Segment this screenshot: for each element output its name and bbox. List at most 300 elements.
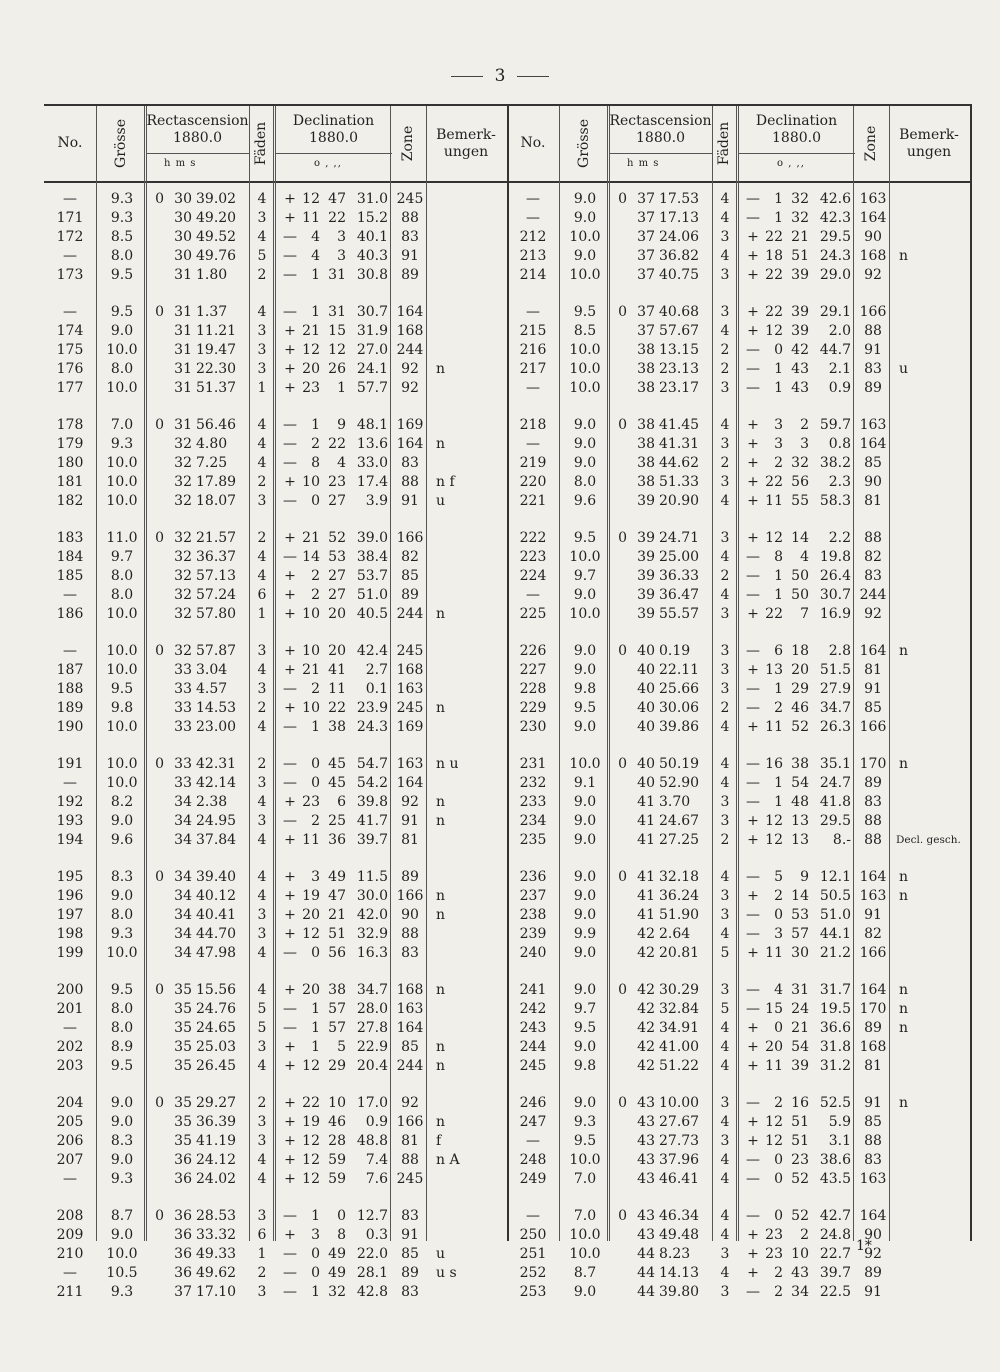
cell-decl-seconds: 30.7 <box>819 587 851 603</box>
cell-decl-degrees: 1 <box>311 1208 320 1224</box>
cell-decl-degrees: 1 <box>774 210 783 226</box>
cell-ra-minutes: 42 <box>637 1058 655 1074</box>
cell-decl-sign: — <box>283 681 297 697</box>
cell-ra-minutes: 37 <box>637 191 655 207</box>
table-row <box>44 699 507 718</box>
cell-no: 242 <box>519 1001 547 1017</box>
cell-bemerkungen: n f <box>436 474 455 490</box>
cell-ra-minutes: 42 <box>637 982 655 998</box>
table-row <box>507 1264 970 1283</box>
cell-groesse: 9.3 <box>110 210 134 226</box>
cell-decl-seconds: 17.4 <box>356 474 388 490</box>
cell-decl-degrees: 11 <box>765 945 783 961</box>
cell-no: — <box>63 775 77 791</box>
cell-decl-minutes: 14 <box>791 530 809 546</box>
cell-decl-seconds: 51.5 <box>819 662 851 678</box>
cell-ra-minutes: 43 <box>637 1152 655 1168</box>
cell-faeden: 4 <box>257 549 267 565</box>
cell-decl-sign: + <box>284 474 296 490</box>
cell-faeden: 4 <box>720 719 730 735</box>
cell-groesse: 8.7 <box>110 1208 134 1224</box>
cell-ra-minutes: 39 <box>637 587 655 603</box>
cell-groesse: 9.3 <box>110 436 134 452</box>
cell-zone: 90 <box>864 474 882 490</box>
cell-decl-seconds: 29.1 <box>819 304 851 320</box>
cell-ra-minutes: 39 <box>637 549 655 565</box>
cell-decl-sign: + <box>284 1133 296 1149</box>
cell-decl-minutes: 56 <box>328 945 346 961</box>
cell-decl-degrees: 0 <box>774 1171 783 1187</box>
cell-decl-seconds: 29.5 <box>819 813 851 829</box>
cell-groesse: 10.0 <box>569 756 601 772</box>
table-row <box>44 435 507 454</box>
cell-zone: 83 <box>864 794 882 810</box>
cell-ra-seconds: 56.46 <box>196 417 237 433</box>
cell-decl-degrees: 23 <box>765 1246 783 1262</box>
table-row <box>507 906 970 925</box>
table-row <box>44 605 507 624</box>
cell-ra-minutes: 40 <box>637 662 655 678</box>
table-row <box>507 247 970 266</box>
cell-decl-sign: + <box>284 869 296 885</box>
table-row <box>507 435 970 454</box>
cell-ra-minutes: 35 <box>174 1095 192 1111</box>
cell-decl-degrees: 12 <box>765 1133 783 1149</box>
table-row <box>44 642 507 661</box>
cell-faeden: 3 <box>720 662 730 678</box>
cell-decl-seconds: 40.5 <box>356 606 388 622</box>
cell-ra-seconds: 23.13 <box>659 361 700 377</box>
cell-decl-minutes: 39 <box>791 323 809 339</box>
cell-ra-minutes: 40 <box>637 756 655 772</box>
cell-decl-seconds: 44.7 <box>819 342 851 358</box>
cell-decl-degrees: 2 <box>311 681 320 697</box>
table-row <box>44 492 507 511</box>
cell-decl-seconds: 26.3 <box>819 719 851 735</box>
cell-no: 211 <box>56 1284 84 1300</box>
cell-ra-seconds: 39.80 <box>659 1284 700 1300</box>
header-faeden: Fäden <box>253 121 270 166</box>
cell-ra-seconds: 14.53 <box>196 700 237 716</box>
cell-groesse: 10.0 <box>569 361 601 377</box>
cell-faeden: 4 <box>257 436 267 452</box>
cell-decl-minutes: 57 <box>328 1001 346 1017</box>
cell-groesse: 8.5 <box>110 229 134 245</box>
cell-ra-minutes: 36 <box>174 1208 192 1224</box>
cell-faeden: 3 <box>720 380 730 396</box>
cell-no: — <box>63 304 77 320</box>
cell-groesse: 10.0 <box>569 1227 601 1243</box>
cell-groesse: 8.9 <box>110 1039 134 1055</box>
cell-decl-sign: — <box>746 700 760 716</box>
cell-decl-minutes: 20 <box>328 643 346 659</box>
cell-zone: 245 <box>396 1171 424 1187</box>
cell-no: — <box>526 587 540 603</box>
cell-zone: 82 <box>864 549 882 565</box>
cell-zone: 168 <box>396 982 424 998</box>
cell-no: — <box>63 191 77 207</box>
cell-ra-seconds: 17.53 <box>659 191 700 207</box>
cell-decl-seconds: 53.7 <box>356 568 388 584</box>
cell-zone: 166 <box>396 888 424 904</box>
cell-ra-seconds: 49.76 <box>196 248 237 264</box>
cell-decl-minutes: 23 <box>328 474 346 490</box>
cell-decl-seconds: 13.6 <box>356 436 388 452</box>
cell-groesse: 8.0 <box>110 1020 134 1036</box>
cell-ra-minutes: 30 <box>174 229 192 245</box>
cell-decl-seconds: 42.3 <box>819 210 851 226</box>
cell-groesse: 10.0 <box>569 549 601 565</box>
cell-ra-seconds: 28.53 <box>196 1208 237 1224</box>
cell-decl-seconds: 24.7 <box>819 775 851 791</box>
cell-zone: 82 <box>864 926 882 942</box>
cell-zone: 91 <box>401 813 419 829</box>
cell-no: 191 <box>56 756 84 772</box>
cell-groesse: 9.0 <box>573 945 597 961</box>
cell-faeden: 4 <box>257 304 267 320</box>
cell-ra-minutes: 38 <box>637 436 655 452</box>
cell-ra-seconds: 32.84 <box>659 1001 700 1017</box>
table-row <box>507 416 970 435</box>
cell-decl-seconds: 57.7 <box>356 380 388 396</box>
table-row <box>44 303 507 322</box>
cell-no: 185 <box>56 568 84 584</box>
table-row <box>507 341 970 360</box>
cell-decl-degrees: 2 <box>311 587 320 603</box>
cell-decl-degrees: 1 <box>774 681 783 697</box>
cell-decl-degrees: 1 <box>311 304 320 320</box>
cell-bemerkungen: n <box>899 1001 909 1017</box>
cell-groesse: 9.0 <box>573 794 597 810</box>
cell-decl-sign: — <box>283 455 297 471</box>
cell-zone: 88 <box>864 832 882 848</box>
cell-ra-minutes: 37 <box>637 323 655 339</box>
cell-ra-seconds: 51.33 <box>659 474 700 490</box>
cell-ra-seconds: 49.20 <box>196 210 237 226</box>
cell-decl-degrees: 3 <box>774 926 783 942</box>
cell-zone: 88 <box>401 474 419 490</box>
cell-zone: 244 <box>396 342 424 358</box>
cell-decl-degrees: 1 <box>774 587 783 603</box>
cell-decl-minutes: 10 <box>791 1246 809 1262</box>
table-row <box>507 548 970 567</box>
cell-decl-seconds: 29.5 <box>819 229 851 245</box>
cell-ra-seconds: 37.96 <box>659 1152 700 1168</box>
cell-decl-sign: — <box>746 643 760 659</box>
header-no: No. <box>57 135 83 151</box>
cell-decl-sign: + <box>747 417 759 433</box>
cell-faeden: 3 <box>257 643 267 659</box>
cell-decl-degrees: 20 <box>302 361 320 377</box>
cell-groesse: 10.0 <box>106 775 138 791</box>
cell-decl-degrees: 12 <box>302 1133 320 1149</box>
cell-groesse: 9.0 <box>573 907 597 923</box>
cell-no: 212 <box>519 229 547 245</box>
cell-ra-minutes: 44 <box>637 1265 655 1281</box>
cell-ra-minutes: 39 <box>637 493 655 509</box>
cell-ra-seconds: 24.67 <box>659 813 700 829</box>
cell-decl-sign: — <box>283 1001 297 1017</box>
cell-no: 230 <box>519 719 547 735</box>
cell-decl-degrees: 23 <box>302 794 320 810</box>
cell-ra-minutes: 43 <box>637 1208 655 1224</box>
cell-decl-sign: + <box>747 436 759 452</box>
cell-ra-seconds: 24.65 <box>196 1020 237 1036</box>
cell-zone: 88 <box>864 530 882 546</box>
cell-faeden: 4 <box>720 756 730 772</box>
cell-decl-seconds: 24.8 <box>819 1227 851 1243</box>
cell-decl-minutes: 10 <box>328 1095 346 1111</box>
cell-bemerkungen: n <box>899 248 909 264</box>
cell-decl-sign: — <box>283 775 297 791</box>
cell-decl-seconds: 43.5 <box>819 1171 851 1187</box>
cell-decl-seconds: 51.0 <box>356 587 388 603</box>
cell-bemerkungen: n <box>899 982 909 998</box>
cell-decl-sign: — <box>746 1001 760 1017</box>
cell-decl-sign: + <box>747 1265 759 1281</box>
cell-ra-minutes: 39 <box>637 568 655 584</box>
cell-decl-degrees: 12 <box>302 1152 320 1168</box>
cell-faeden: 3 <box>257 1114 267 1130</box>
cell-zone: 83 <box>401 945 419 961</box>
cell-bemerkungen: n <box>436 794 446 810</box>
star-catalogue-table <box>44 104 972 1300</box>
cell-no: 174 <box>56 323 84 339</box>
cell-ra-minutes: 34 <box>174 813 192 829</box>
table-row <box>507 228 970 247</box>
table-row <box>507 1113 970 1132</box>
cell-groesse: 9.7 <box>110 549 134 565</box>
cell-decl-degrees: 12 <box>302 1171 320 1187</box>
cell-decl-minutes: 48 <box>791 794 809 810</box>
cell-groesse: 8.0 <box>110 587 134 603</box>
cell-ra-seconds: 51.90 <box>659 907 700 923</box>
cell-faeden: 3 <box>720 1246 730 1262</box>
cell-faeden: 3 <box>257 1208 267 1224</box>
header-bemerkungen: Bemerk- ungen <box>899 126 959 160</box>
cell-zone: 92 <box>401 361 419 377</box>
cell-ra-minutes: 41 <box>637 907 655 923</box>
cell-ra-seconds: 1.37 <box>196 304 228 320</box>
cell-decl-seconds: 31.8 <box>819 1039 851 1055</box>
cell-decl-seconds: 22.5 <box>819 1284 851 1300</box>
cell-ra-hours: 0 <box>155 417 164 433</box>
table-row <box>44 473 507 492</box>
cell-ra-seconds: 36.39 <box>196 1114 237 1130</box>
cell-faeden: 4 <box>257 455 267 471</box>
cell-decl-degrees: 20 <box>302 982 320 998</box>
cell-ra-seconds: 52.90 <box>659 775 700 791</box>
cell-faeden: 4 <box>257 662 267 678</box>
cell-decl-minutes: 21 <box>791 229 809 245</box>
cell-faeden: 1 <box>257 606 267 622</box>
cell-decl-minutes: 51 <box>791 1114 809 1130</box>
cell-decl-degrees: 1 <box>774 568 783 584</box>
cell-decl-degrees: 4 <box>311 248 320 264</box>
cell-decl-sign: — <box>746 342 760 358</box>
cell-decl-minutes: 30 <box>791 945 809 961</box>
cell-decl-seconds: 34.7 <box>819 700 851 716</box>
table-row <box>44 548 507 567</box>
cell-decl-degrees: 23 <box>302 380 320 396</box>
cell-faeden: 3 <box>257 813 267 829</box>
cell-ra-minutes: 44 <box>637 1246 655 1262</box>
cell-decl-degrees: 0 <box>774 342 783 358</box>
table-row <box>44 1226 507 1245</box>
cell-groesse: 9.0 <box>573 248 597 264</box>
cell-no: 250 <box>519 1227 547 1243</box>
cell-groesse: 9.0 <box>573 662 597 678</box>
cell-groesse: 10.0 <box>106 1246 138 1262</box>
cell-decl-seconds: 24.3 <box>819 248 851 264</box>
cell-decl-degrees: 13 <box>765 662 783 678</box>
cell-decl-sign: + <box>284 926 296 942</box>
cell-decl-minutes: 43 <box>791 380 809 396</box>
cell-ra-minutes: 37 <box>637 304 655 320</box>
cell-ra-seconds: 27.73 <box>659 1133 700 1149</box>
cell-decl-degrees: 0 <box>311 756 320 772</box>
cell-ra-minutes: 36 <box>174 1171 192 1187</box>
cell-decl-sign: — <box>283 1208 297 1224</box>
cell-no: — <box>63 1020 77 1036</box>
table-row <box>44 1283 507 1302</box>
cell-bemerkungen: n <box>899 756 909 772</box>
cell-zone: 164 <box>859 1208 887 1224</box>
cell-zone: 91 <box>401 1227 419 1243</box>
cell-decl-sign: — <box>746 587 760 603</box>
cell-ra-seconds: 24.06 <box>659 229 700 245</box>
cell-decl-sign: + <box>284 888 296 904</box>
cell-decl-degrees: 22 <box>765 474 783 490</box>
ra-units: h m s <box>627 158 660 169</box>
cell-decl-sign: + <box>284 568 296 584</box>
cell-faeden: 5 <box>257 1001 267 1017</box>
cell-no: 224 <box>519 568 547 584</box>
decl-underline <box>275 153 392 154</box>
cell-zone: 92 <box>864 606 882 622</box>
cell-decl-sign: + <box>284 1058 296 1074</box>
cell-decl-minutes: 39 <box>791 267 809 283</box>
cell-decl-minutes: 1 <box>337 380 346 396</box>
cell-groesse: 9.0 <box>110 1227 134 1243</box>
cell-decl-minutes: 12 <box>328 342 346 358</box>
cell-no: — <box>526 436 540 452</box>
cell-groesse: 9.0 <box>573 210 597 226</box>
cell-bemerkungen: n <box>436 361 446 377</box>
cell-decl-minutes: 22 <box>328 210 346 226</box>
cell-no: 187 <box>56 662 84 678</box>
cell-decl-sign: — <box>746 380 760 396</box>
cell-ra-seconds: 23.00 <box>196 719 237 735</box>
cell-decl-sign: — <box>283 1284 297 1300</box>
cell-bemerkungen: n <box>436 982 446 998</box>
cell-decl-seconds: 16.3 <box>356 945 388 961</box>
cell-groesse: 9.5 <box>573 304 597 320</box>
cell-groesse: 9.5 <box>110 304 134 320</box>
cell-faeden: 3 <box>257 342 267 358</box>
cell-decl-degrees: 1 <box>774 191 783 207</box>
cell-decl-minutes: 46 <box>791 700 809 716</box>
cell-no: 181 <box>56 474 84 490</box>
table-row <box>507 1132 970 1151</box>
table-row <box>507 605 970 624</box>
cell-decl-seconds: 36.6 <box>819 1020 851 1036</box>
cell-decl-seconds: 40.1 <box>356 229 388 245</box>
cell-bemerkungen: Decl. gesch. <box>896 834 961 846</box>
cell-faeden: 3 <box>720 304 730 320</box>
cell-zone: 85 <box>864 455 882 471</box>
cell-no: 217 <box>519 361 547 377</box>
cell-decl-degrees: 12 <box>302 342 320 358</box>
cell-ra-seconds: 30.06 <box>659 700 700 716</box>
cell-no: 228 <box>519 681 547 697</box>
cell-decl-sign: + <box>747 945 759 961</box>
cell-zone: 91 <box>401 493 419 509</box>
cell-zone: 89 <box>401 267 419 283</box>
cell-bemerkungen: n <box>436 888 446 904</box>
cell-no: 218 <box>519 417 547 433</box>
table-row <box>507 1226 970 1245</box>
cell-decl-minutes: 11 <box>328 681 346 697</box>
cell-decl-degrees: 0 <box>774 1020 783 1036</box>
cell-decl-degrees: 22 <box>765 304 783 320</box>
cell-decl-minutes: 9 <box>337 417 346 433</box>
table-row <box>507 699 970 718</box>
cell-groesse: 9.3 <box>573 1114 597 1130</box>
table-row <box>44 190 507 209</box>
cell-decl-seconds: 44.1 <box>819 926 851 942</box>
cell-faeden: 3 <box>720 681 730 697</box>
table-row <box>44 379 507 398</box>
cell-decl-minutes: 51 <box>791 1133 809 1149</box>
cell-decl-degrees: 12 <box>765 1114 783 1130</box>
cell-ra-minutes: 36 <box>174 1152 192 1168</box>
cell-decl-degrees: 10 <box>302 643 320 659</box>
cell-ra-minutes: 43 <box>637 1171 655 1187</box>
cell-faeden: 2 <box>257 267 267 283</box>
cell-no: 237 <box>519 888 547 904</box>
cell-decl-minutes: 13 <box>791 813 809 829</box>
cell-faeden: 4 <box>720 210 730 226</box>
cell-ra-hours: 0 <box>618 417 627 433</box>
cell-faeden: 5 <box>720 1001 730 1017</box>
cell-ra-seconds: 17.89 <box>196 474 237 490</box>
header-faeden: Fäden <box>716 121 733 166</box>
cell-decl-sign: — <box>283 267 297 283</box>
cell-decl-seconds: 27.0 <box>356 342 388 358</box>
cell-faeden: 3 <box>720 267 730 283</box>
cell-zone: 168 <box>396 662 424 678</box>
cell-ra-seconds: 46.41 <box>659 1171 700 1187</box>
cell-decl-degrees: 1 <box>774 380 783 396</box>
cell-no: 220 <box>519 474 547 490</box>
cell-faeden: 4 <box>257 888 267 904</box>
cell-no: 207 <box>56 1152 84 1168</box>
cell-decl-degrees: 18 <box>765 248 783 264</box>
cell-ra-minutes: 32 <box>174 606 192 622</box>
cell-zone: 170 <box>859 756 887 772</box>
cell-decl-seconds: 54.7 <box>356 756 388 772</box>
cell-zone: 164 <box>396 775 424 791</box>
cell-zone: 83 <box>401 229 419 245</box>
cell-faeden: 4 <box>257 869 267 885</box>
cell-decl-degrees: 0 <box>311 945 320 961</box>
cell-decl-minutes: 42 <box>791 342 809 358</box>
cell-decl-sign: + <box>284 794 296 810</box>
cell-groesse: 9.8 <box>110 700 134 716</box>
cell-decl-minutes: 9 <box>800 869 809 885</box>
cell-faeden: 2 <box>720 455 730 471</box>
